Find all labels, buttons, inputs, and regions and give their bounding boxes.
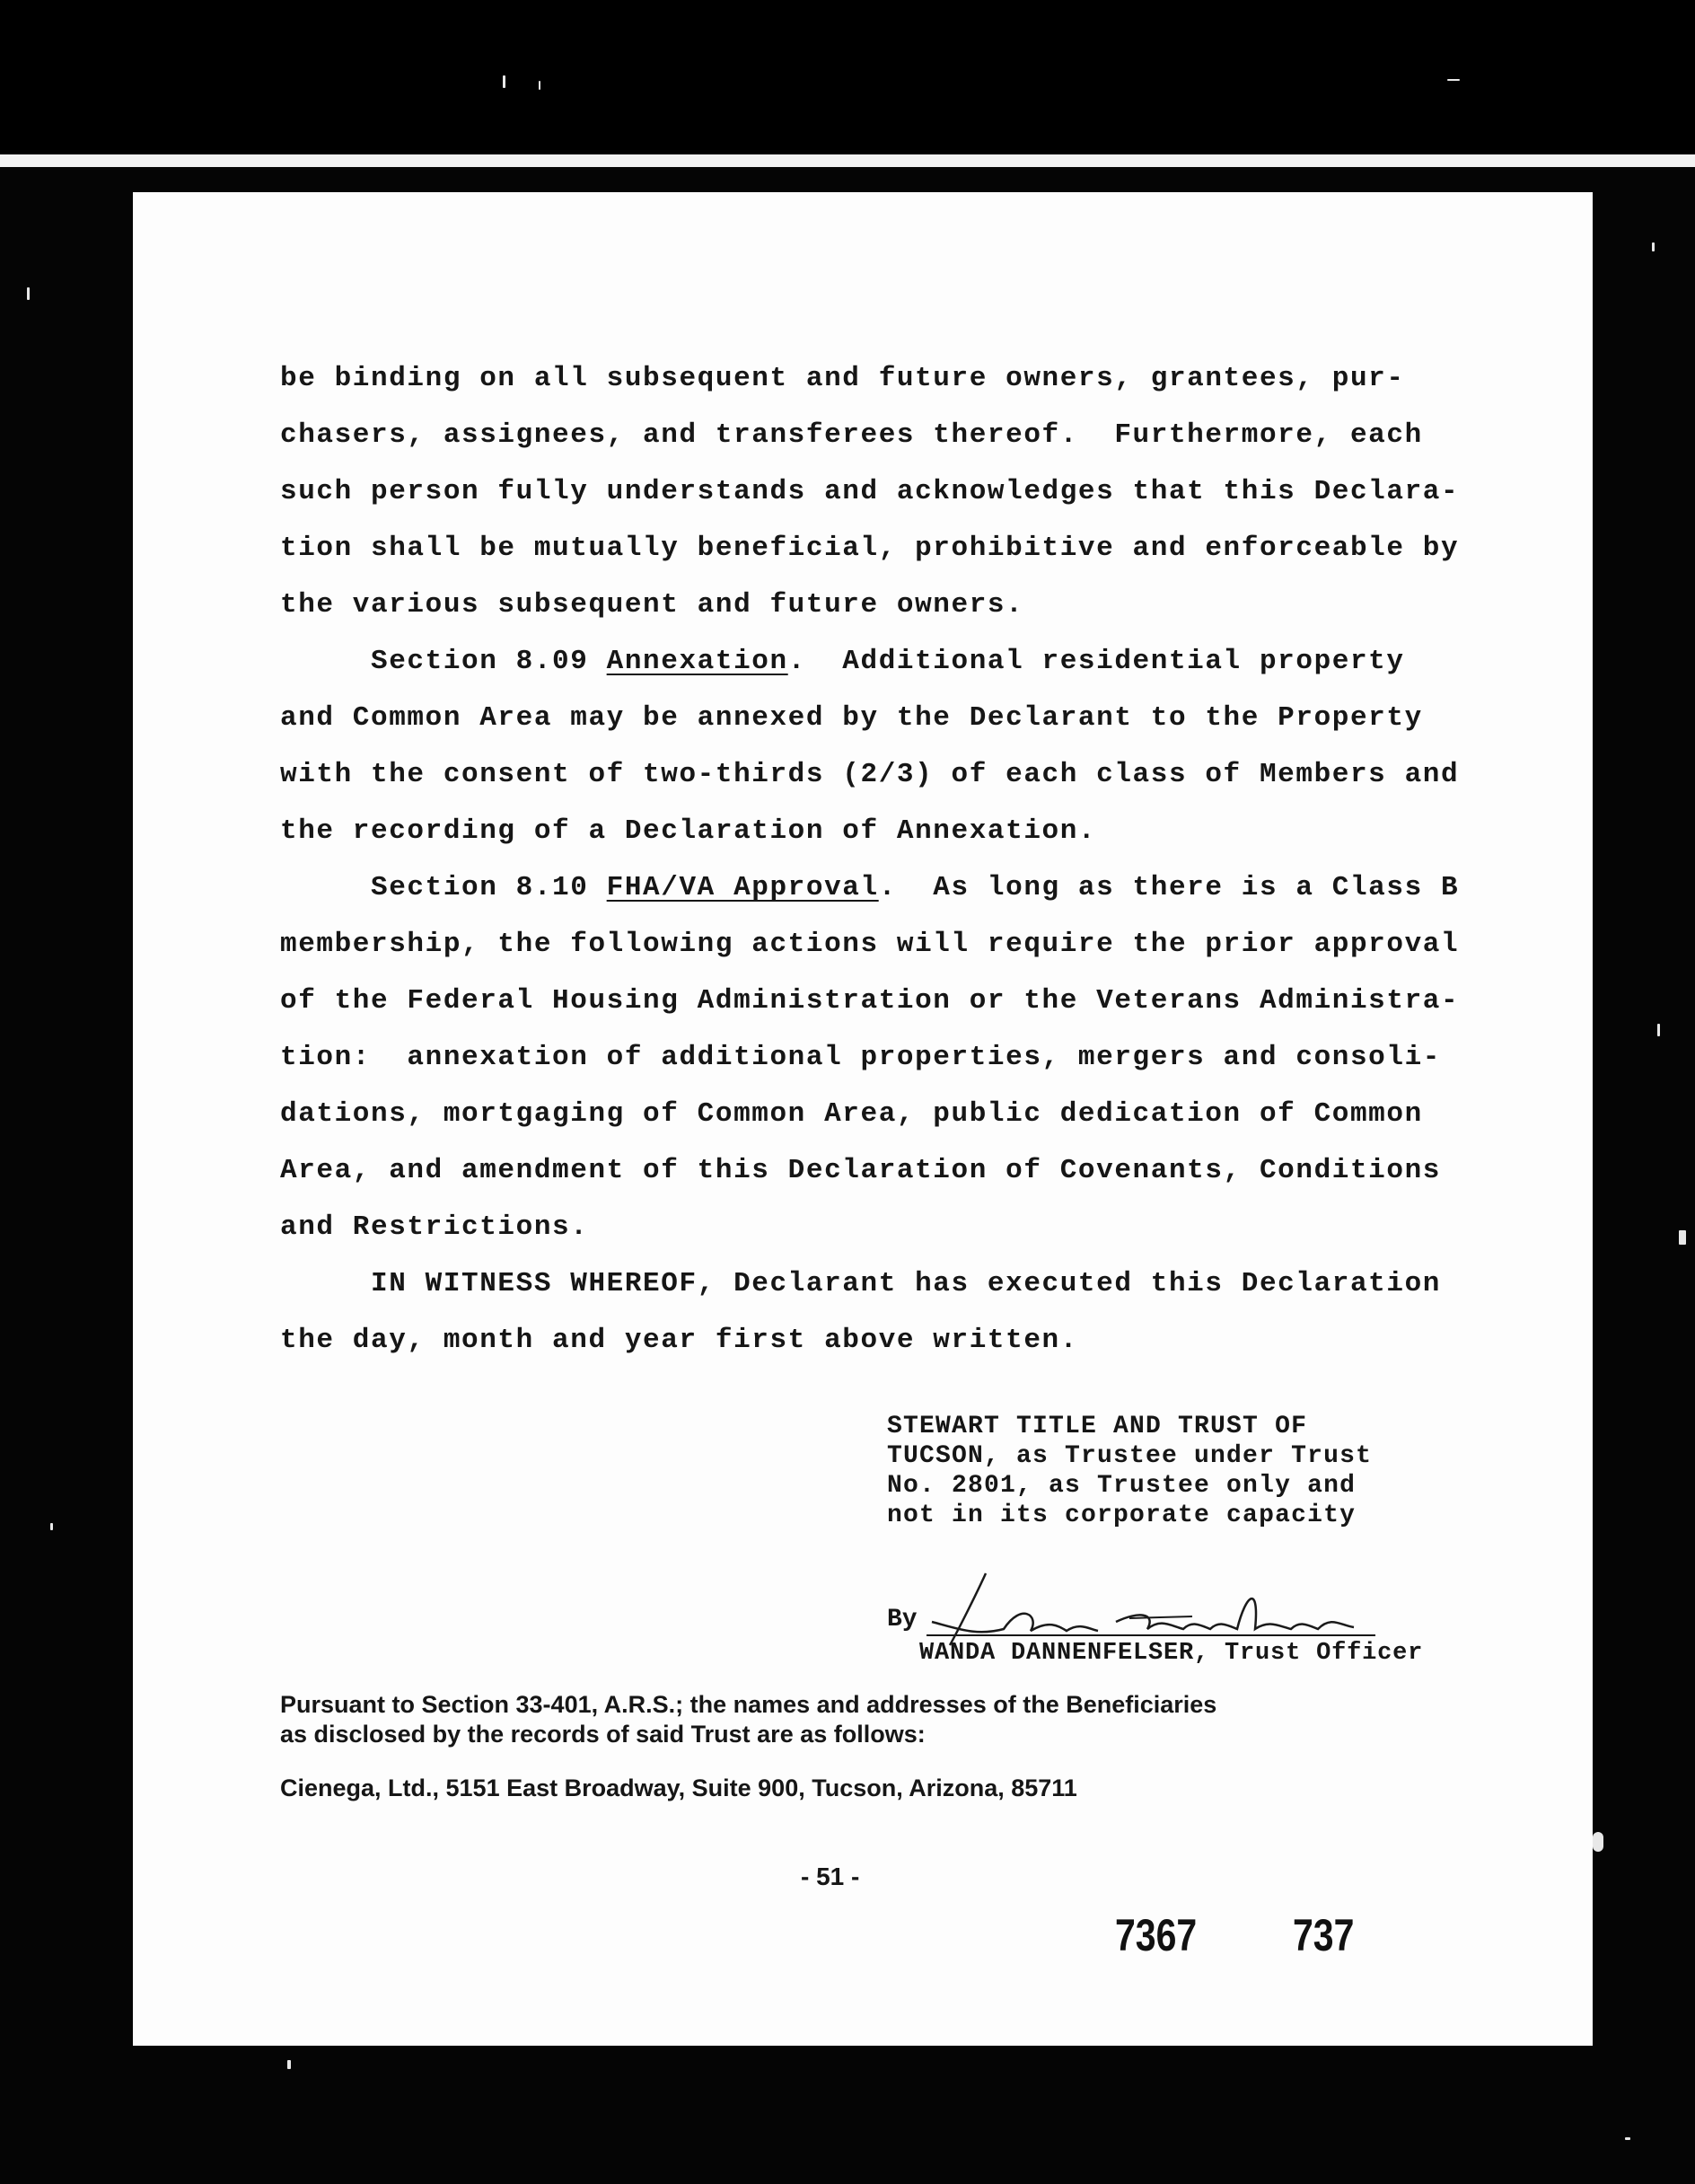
- trustee-line: No. 2801, as Trustee only and: [887, 1472, 1357, 1500]
- scan-speck: [1447, 79, 1460, 81]
- scan-speck: [50, 1523, 53, 1530]
- trustee-line: STEWART TITLE AND TRUST OF: [887, 1413, 1308, 1440]
- pursuant-statement: [280, 1690, 1216, 1749]
- text-line: membership, the following actions will require the prior approval: [280, 929, 1460, 960]
- text-line: the day, month and year first above written.: [280, 1325, 1078, 1356]
- witness-paragraph: [280, 1255, 1441, 1369]
- page-number: - 51 -: [801, 1863, 860, 1890]
- text-line: such person fully understands and acknowledges that this Declara-: [280, 476, 1460, 507]
- text-line: [280, 859, 1459, 916]
- text-line: the various subsequent and future owners.: [280, 589, 1024, 621]
- handwritten-signature: [923, 1566, 1390, 1647]
- trustee-line: not in its corporate capacity: [887, 1502, 1357, 1529]
- text-line: and Restrictions.: [280, 1211, 589, 1243]
- text-line: and Common Area may be annexed by the Declarant to the Property: [280, 702, 1423, 734]
- text-line: tion shall be mutually beneficial, prohibitive and enforceable by: [280, 533, 1460, 564]
- recording-stamp-book: 7367: [1115, 1910, 1198, 1960]
- text-line: the recording of a Declaration of Annexation.: [280, 815, 1097, 847]
- scan-speck: [1625, 2137, 1630, 2140]
- scan-speck: [1652, 242, 1655, 251]
- signature-row: [887, 1566, 1372, 1638]
- text-line: of the Federal Housing Administration or the Veterans Administra-: [280, 985, 1460, 1017]
- scan-speck: [27, 287, 30, 300]
- section-8-10: [280, 859, 1459, 1255]
- section-number: Section 8.10: [280, 872, 607, 903]
- scan-top-band: [0, 0, 1695, 154]
- trustee-block: [887, 1412, 1372, 1530]
- section-number: Section 8.09: [280, 646, 607, 677]
- scan-speck: [1593, 1832, 1603, 1852]
- text-line: chasers, assignees, and transferees thereof. Furthermore, each: [280, 419, 1423, 451]
- text-fragment: . Additional residential property: [787, 646, 1405, 677]
- section-heading-fha-va-approval: FHA/VA Approval: [606, 872, 879, 903]
- text-line: Pursuant to Section 33-401, A.R.S.; the names and addresses of the Beneficiaries: [280, 1691, 1217, 1718]
- text-line: be binding on all subsequent and future owners, grantees, pur-: [280, 363, 1405, 394]
- text-line: [280, 633, 1459, 690]
- section-heading-annexation: Annexation: [606, 646, 788, 677]
- text-line: Area, and amendment of this Declaration of Covenants, Conditions: [280, 1155, 1441, 1186]
- text-line: dations, mortgaging of Common Area, public dedication of Common: [280, 1098, 1423, 1130]
- text-fragment: . As long as there is a Class B: [878, 872, 1460, 903]
- text-line: as disclosed by the records of said Trust are as follows:: [280, 1721, 926, 1748]
- scan-speck: [539, 81, 540, 90]
- scan-speck: [1679, 1230, 1686, 1245]
- document-sheet: [133, 192, 1593, 2046]
- section-8-09: [280, 633, 1459, 859]
- paragraph-binding: [280, 350, 1459, 633]
- text-line: tion: annexation of additional properties, mergers and consoli-: [280, 1042, 1441, 1073]
- scan-speck: [1657, 1024, 1660, 1036]
- trustee-line: TUCSON, as Trustee under Trust: [887, 1442, 1373, 1470]
- by-label: By: [887, 1606, 918, 1634]
- scan-speck: [287, 2060, 291, 2069]
- officer-name: WANDA DANNENFELSER, Trust Officer: [919, 1640, 1424, 1667]
- recording-stamp-page: 737: [1293, 1910, 1355, 1960]
- scan-top-rule: [0, 154, 1695, 167]
- text-line: with the consent of two-thirds (2/3) of each class of Members and: [280, 759, 1460, 790]
- beneficiary-address: Cienega, Ltd., 5151 East Broadway, Suite 900, Tucson, Arizona, 85711: [280, 1774, 1077, 1801]
- scan-speck: [503, 75, 505, 88]
- text-line: IN WITNESS WHEREOF, Declarant has executed this Declaration: [280, 1268, 1441, 1299]
